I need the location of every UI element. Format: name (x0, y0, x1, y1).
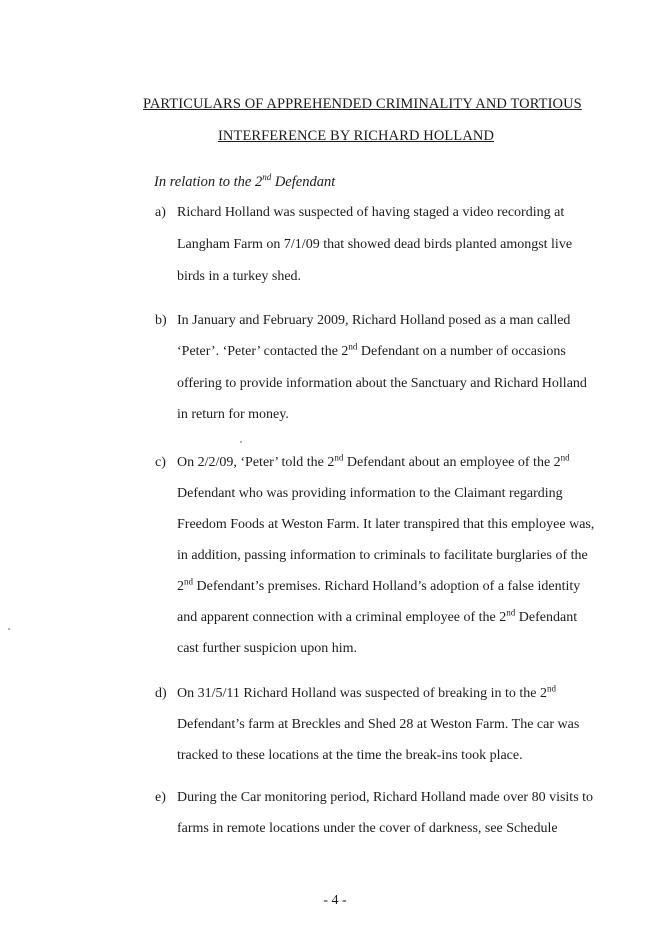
list-marker: c) (155, 455, 166, 470)
list-marker: e) (155, 790, 166, 805)
item-line: farms in remote locations under the cover of darkness, see Schedule (177, 821, 558, 836)
subheading: In relation to the 2nd Defendant (154, 172, 336, 190)
item-line: tracked to these locations at the time the break-ins took place. (177, 748, 523, 763)
item-line: Defendant’s farm at Breckles and Shed 28 at Weston Farm. The car was (177, 717, 580, 732)
heading-line-2: INTERFERENCE BY RICHARD HOLLAND (218, 128, 495, 144)
item-line: offering to provide information about the Sanctuary and Richard Holland (177, 376, 587, 391)
scan-speck (8, 628, 10, 630)
page-number: - 4 - (323, 893, 347, 908)
item-line: In January and February 2009, Richard Holland posed as a man called (177, 313, 571, 328)
item-line: in addition, passing information to criminals to facilitate burglaries of the (177, 548, 588, 563)
heading-line-1: PARTICULARS OF APPREHENDED CRIMINALITY AND TORTIOUS (143, 96, 582, 112)
list-marker: b) (155, 313, 167, 328)
item-line: 2nd Defendant’s premises. Richard Holland’s adoption of a false identity (177, 576, 581, 594)
item-line: ‘Peter’. ‘Peter’ contacted the 2nd Defendant on a number of occasions (177, 341, 566, 359)
item-line: Freedom Foods at Weston Farm. It later transpired that this employee was, (177, 517, 595, 532)
item-line: in return for money. (177, 407, 289, 422)
item-line: birds in a turkey shed. (177, 269, 302, 284)
item-line: and apparent connection with a criminal employee of the 2nd Defendant (177, 607, 578, 625)
item-line: Defendant who was providing information to the Claimant regarding (177, 486, 563, 501)
item-line: During the Car monitoring period, Richard Holland made over 80 visits to (177, 790, 594, 805)
item-line: On 2/2/09, ‘Peter’ told the 2nd Defendant about an employee of the 2nd (177, 452, 570, 470)
item-line: Richard Holland was suspected of having staged a video recording at (177, 205, 565, 220)
item-line: On 31/5/11 Richard Holland was suspected of breaking in to the 2nd (177, 683, 557, 701)
item-line: cast further suspicion upon him. (177, 641, 358, 656)
item-line: Langham Farm on 7/1/09 that showed dead birds planted amongst live (177, 237, 573, 252)
scan-speck (240, 441, 242, 443)
list-marker: d) (155, 686, 167, 701)
list-marker: a) (155, 205, 166, 220)
